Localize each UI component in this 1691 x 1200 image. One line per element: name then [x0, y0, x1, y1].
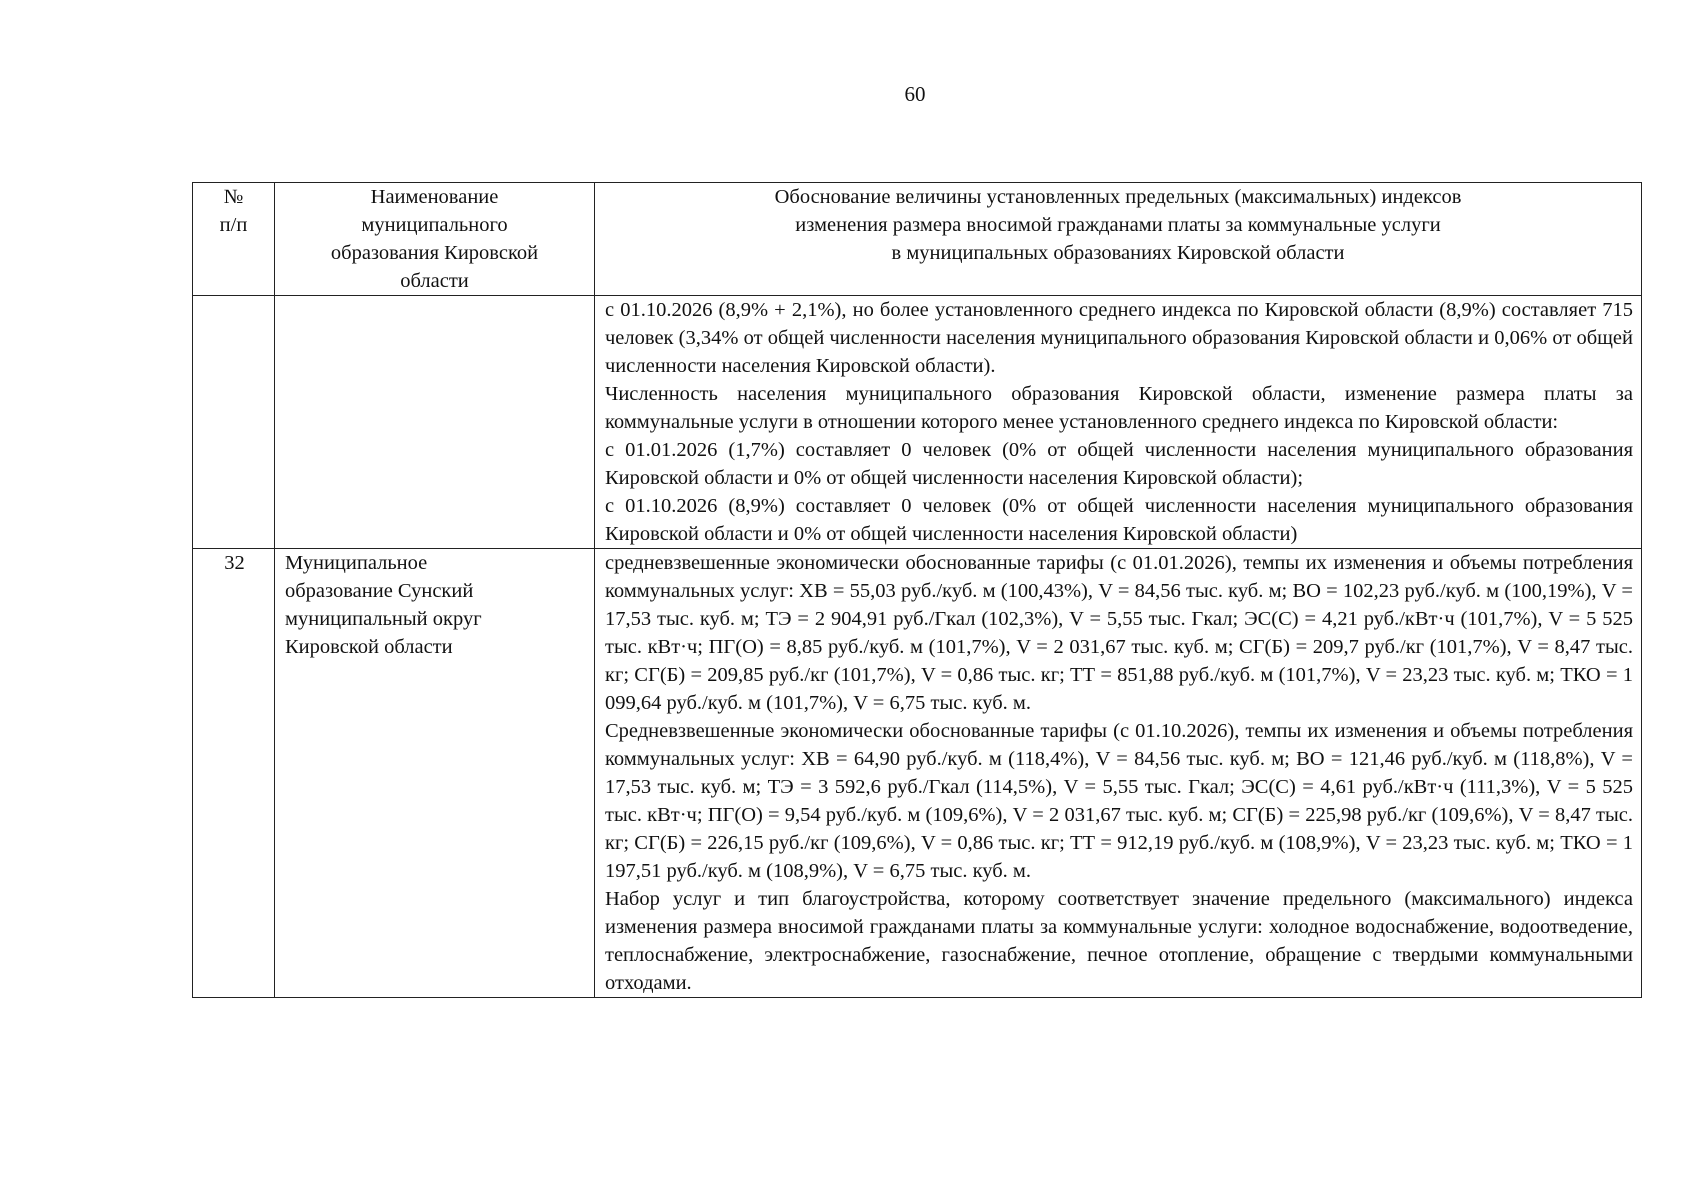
header-name-line: Наименование	[370, 186, 499, 208]
header-justification	[595, 183, 1642, 296]
justification-paragraph: Набор услуг и тип благоустройства, которому соответствует значение предельного (максимального) индекса изменения размера вносимой гражданами платы за коммунальные услуги: холодное водоснабжение, водоотведение, теплоснабжение, электроснабжение, газоснабжение, печное отопление, обращение с твердыми коммунальными отходами.	[605, 888, 1633, 994]
header-name-line: муниципального	[361, 214, 508, 236]
header-number-line: №	[223, 186, 244, 208]
table-row	[193, 549, 1642, 998]
municipality-name-line: Муниципальное	[285, 552, 428, 574]
municipality-name-line: Кировской области	[285, 636, 453, 658]
header-number-line: п/п	[219, 214, 248, 236]
row-number: 32	[193, 549, 275, 998]
justification-paragraph: Средневзвешенные экономически обоснованные тарифы (с 01.10.2026), темпы их изменения и объемы потребления коммунальных услуг: ХВ = 64,90 руб./куб. м (118,4%), V = 84,56 тыс. куб. м; ВО = 121,46 руб./куб. м (118,8%), V = 17,53 тыс. куб. м; ТЭ = 3 592,6 руб./Гкал (114,5%), V = 5,55 тыс. Гкал; ЭС(С) = 4,61 руб./кВт·ч (111,3%), V = 5 525 тыс. кВт·ч; ПГ(О) = 9,54 руб./куб. м (109,6%), V = 2 031,67 тыс. куб. м; СГ(Б) = 225,98 руб./кг (109,6%), V = 8,47 тыс. кг; СГ(Б) = 226,15 руб./кг (109,6%), V = 0,86 тыс. кг; ТТ = 912,19 руб./куб. м (108,9%), V = 23,23 тыс. куб. м; ТКО = 1 197,51 руб./куб. м (108,9%), V = 6,75 тыс. куб. м.	[605, 720, 1633, 882]
municipality-name-line: муниципальный округ	[285, 608, 482, 630]
justification-paragraph: с 01.10.2026 (8,9% + 2,1%), но более установленного среднего индекса по Кировской области (8,9%) составляет 715 человек (3,34% от общей численности населения муниципального образования Кировской области и 0,06% от общей численности населения Кировской области).	[605, 299, 1633, 377]
header-justification-line: Обоснование величины установленных предельных (максимальных) индексов	[774, 186, 1462, 208]
justification-paragraph: средневзвешенные экономически обоснованные тарифы (с 01.01.2026), темпы их изменения и объемы потребления коммунальных услуг: ХВ = 55,03 руб./куб. м (100,43%), V = 84,56 тыс. куб. м; ВО = 102,23 руб./куб. м (100,19%), V = 17,53 тыс. куб. м; ТЭ = 2 904,91 руб./Гкал (102,3%), V = 5,55 тыс. Гкал; ЭС(С) = 4,21 руб./кВт·ч (101,7%), V = 5 525 тыс. кВт·ч; ПГ(О) = 8,85 руб./куб. м (101,7%), V = 2 031,67 тыс. куб. м; СГ(Б) = 209,7 руб./кг (101,7%), V = 8,47 тыс. кг; СГ(Б) = 209,85 руб./кг (101,7%), V = 0,86 тыс. кг; ТТ = 851,88 руб./куб. м (101,7%), V = 23,23 тыс. куб. м; ТКО = 1 099,64 руб./куб. м (101,7%), V = 6,75 тыс. куб. м.	[605, 552, 1633, 714]
justification-paragraph: Численность населения муниципального образования Кировской области, изменение размера платы за коммунальные услуги в отношении которого менее установленного среднего индекса по Кировской области:	[605, 383, 1633, 433]
header-justification-line: изменения размера вносимой гражданами платы за коммунальные услуги	[795, 214, 1441, 236]
row-number	[193, 296, 275, 549]
page-number: 60	[904, 82, 926, 106]
header-justification-line: в муниципальных образованиях Кировской области	[891, 242, 1345, 264]
justification-paragraph: с 01.01.2026 (1,7%) составляет 0 человек (0% от общей численности населения муниципального образования Кировской области и 0% от общей численности населения Кировской области);	[605, 439, 1633, 489]
header-number	[193, 183, 275, 296]
row-justification	[595, 549, 1642, 998]
municipality-name-line: образование Сунский	[285, 580, 474, 602]
justification-table	[192, 182, 1642, 998]
row-municipality-name	[275, 549, 595, 998]
header-municipality-name	[275, 183, 595, 296]
row-justification	[595, 296, 1642, 549]
table-header	[193, 183, 1642, 296]
row-municipality-name	[275, 296, 595, 549]
header-name-line: области	[400, 270, 469, 292]
header-row	[193, 183, 1642, 296]
header-name-line: образования Кировской	[330, 242, 539, 264]
justification-paragraph: с 01.10.2026 (8,9%) составляет 0 человек (0% от общей численности населения муниципального образования Кировской области и 0% от общей численности населения Кировской области)	[605, 495, 1633, 545]
table-body	[193, 296, 1642, 998]
table-row	[193, 296, 1642, 549]
